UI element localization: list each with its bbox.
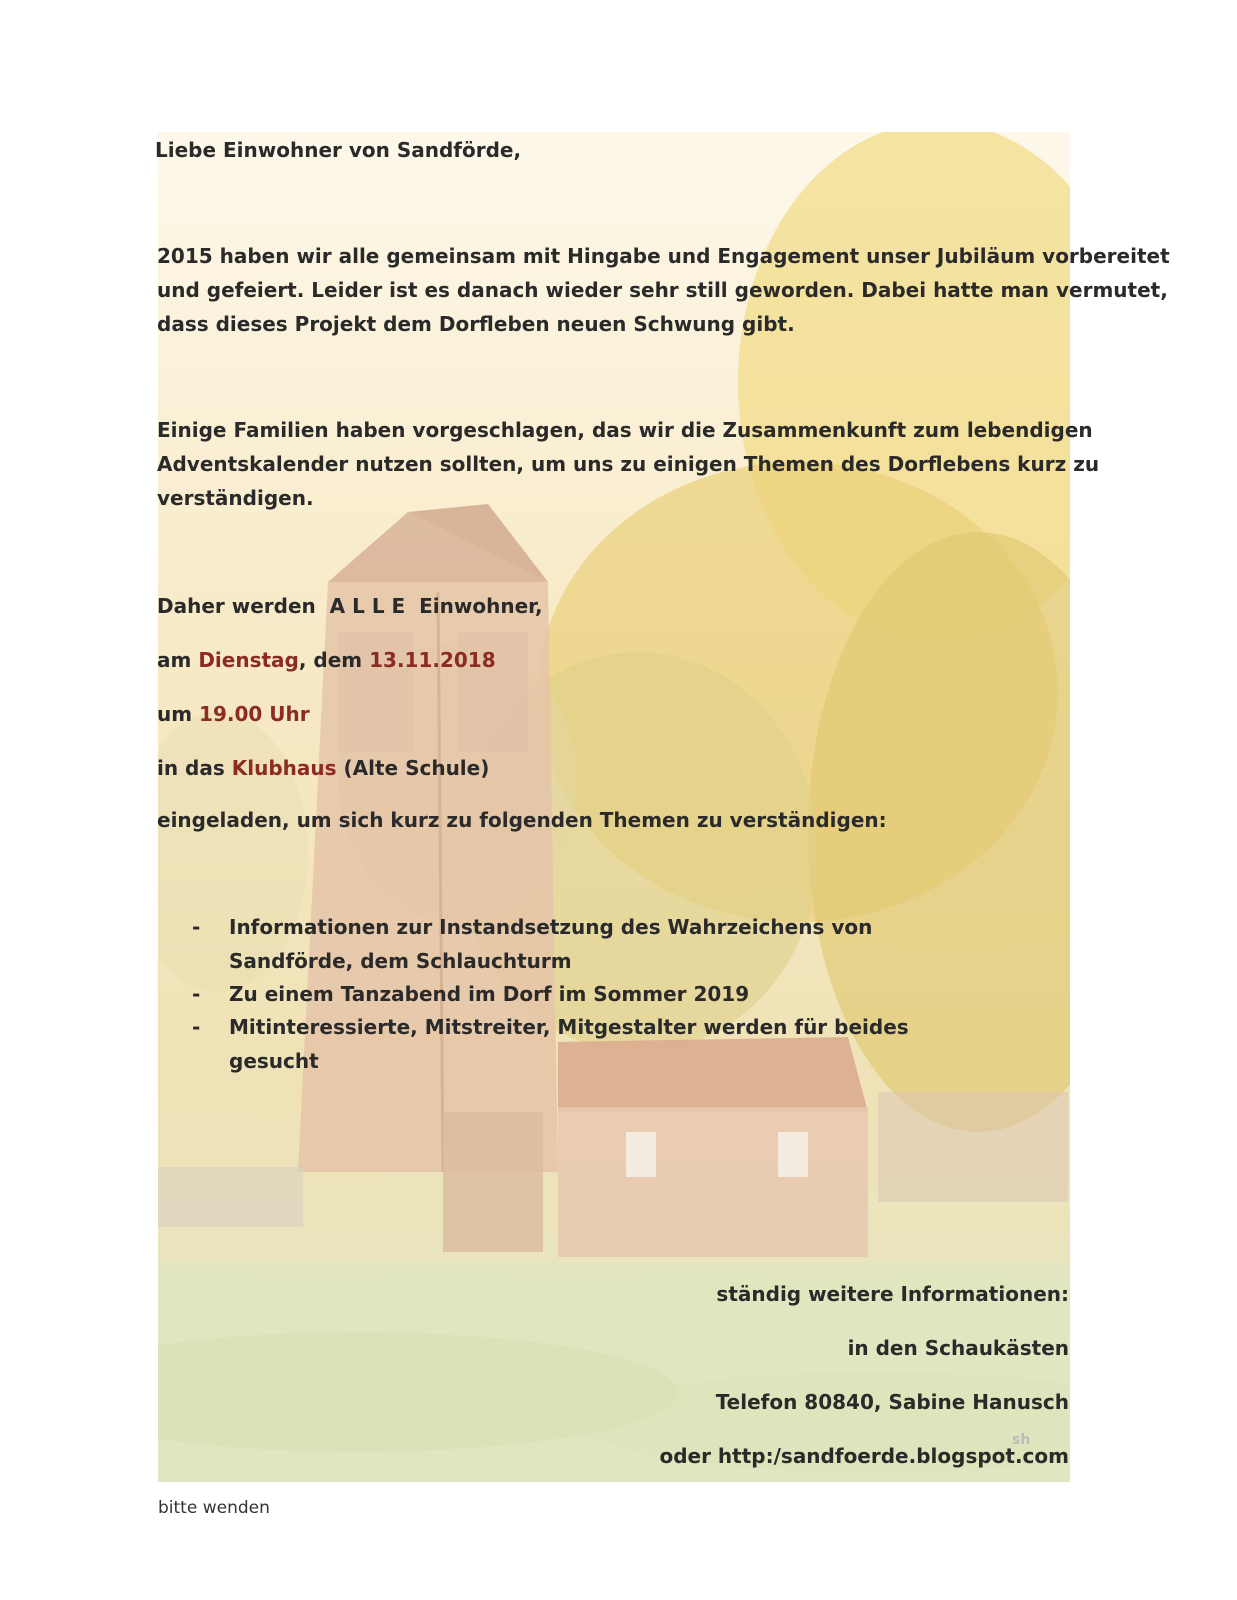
topic-text: Mitinteressierte, Mitstreiter, Mitgestalter werden für beides gesucht (229, 1015, 909, 1073)
date-mid: , dem (298, 648, 370, 672)
list-item (192, 910, 989, 978)
info-showcases: in den Schaukästen (847, 1336, 1069, 1360)
place-prefix: in das (157, 756, 232, 780)
paragraph-intro (157, 239, 1170, 341)
info-heading: ständig weitere Informationen: (716, 1282, 1069, 1306)
date-value: 13.11.2018 (369, 648, 496, 672)
date-prefix: am (157, 648, 199, 672)
paragraph-intro-line: und gefeiert. Leider ist es danach wieder sehr still geworden. Dabei hatte man vermutet, (157, 278, 1168, 302)
paragraph-intro-line: dass dieses Projekt dem Dorfleben neuen Schwung gibt. (157, 312, 795, 336)
invitation-line: Daher werden A L L E Einwohner, (157, 594, 543, 618)
dash-bullet: - (192, 1015, 201, 1039)
footer-note: bitte wenden (158, 1498, 270, 1518)
info-website: oder http:/sandfoerde.blogspot.com (659, 1444, 1069, 1468)
topic-text: Zu einem Tanzabend im Dorf im Sommer 2019 (229, 982, 750, 1006)
time-prefix: um (157, 702, 200, 726)
paragraph-proposal-line: verständigen. (157, 486, 314, 510)
event-time (157, 702, 310, 726)
list-item (192, 977, 989, 1011)
place-suffix: (Alte Schule) (336, 756, 490, 780)
date-weekday: Dienstag (198, 648, 299, 672)
list-item (192, 1010, 989, 1078)
paragraph-proposal (157, 413, 1099, 515)
letter-greeting: Liebe Einwohner von Sandförde, (155, 138, 522, 162)
topic-text: Informationen zur Instandsetzung des Wahrzeichens von Sandförde, dem Schlauchturm (229, 915, 873, 973)
paragraph-proposal-line: Adventskalender nutzen sollten, um uns zu einigen Themen des Dorflebens kurz zu (157, 452, 1100, 476)
info-phone: Telefon 80840, Sabine Hanusch (715, 1390, 1069, 1414)
topic-list (192, 910, 989, 1077)
dash-bullet: - (192, 982, 201, 1006)
invitation-closing: eingeladen, um sich kurz zu folgenden Themen zu verständigen: (157, 808, 887, 832)
signature-mark: sh (1012, 1432, 1031, 1448)
event-date (157, 648, 496, 672)
paragraph-intro-line: 2015 haben wir alle gemeinsam mit Hingabe und Engagement unser Jubiläum vorbereitet (157, 244, 1170, 268)
event-place (157, 756, 489, 780)
place-value: Klubhaus (231, 756, 337, 780)
time-value: 19.00 Uhr (199, 702, 310, 726)
dash-bullet: - (192, 915, 201, 939)
paragraph-proposal-line: Einige Familien haben vorgeschlagen, das wir die Zusammenkunft zum lebendigen (157, 418, 1093, 442)
